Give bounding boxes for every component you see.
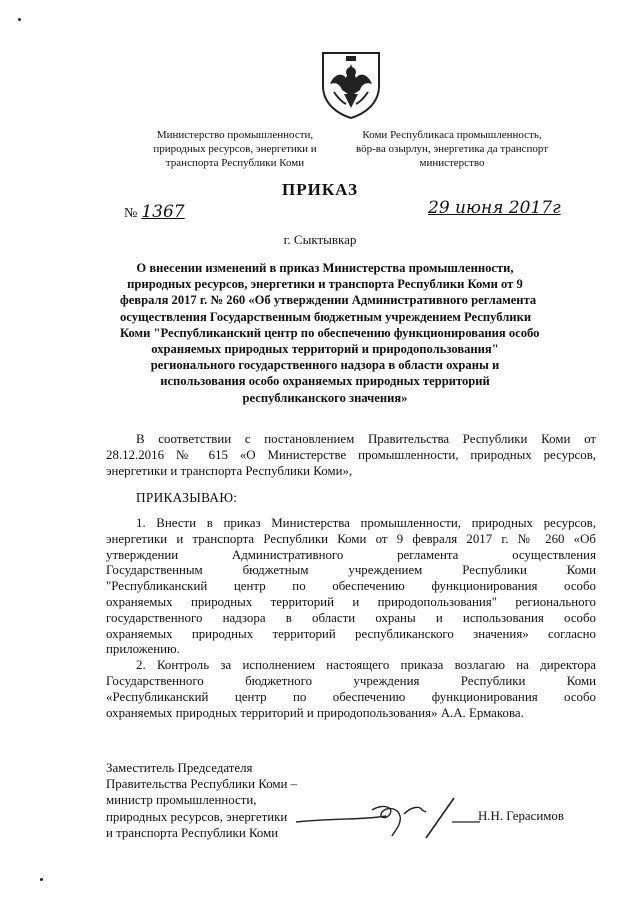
signatory-line: Заместитель Председателя [106, 761, 253, 775]
order-items [106, 516, 596, 721]
document-title: ПРИКАЗ [282, 180, 358, 199]
scan-speck [40, 878, 43, 881]
item-line: Государственного бюджетного учреждения Республики Коми [106, 673, 596, 688]
order-date: 29 июня 2017г [428, 198, 561, 218]
signatory-line: природных ресурсов, энергетики [106, 809, 288, 824]
scan-speck [18, 18, 21, 21]
header-right-line: вӧр-ва озырлун, энергетика да транспорт [355, 143, 549, 155]
signatory-name: Н.Н. Герасимов [478, 809, 564, 823]
preamble-line: энергетики и транспорта Республики Коми», [106, 463, 353, 478]
order-number-value: 1367 [141, 202, 185, 222]
header-right-line: Коми Республикаса промышленность, [362, 129, 542, 141]
item-line: «Республиканский центр по обеспечению функционирования особо [106, 689, 596, 704]
item-line: Государственным бюджетным учреждением Республики Коми [106, 563, 596, 578]
subject-line: О внесении изменений в приказ Министерства промышленности, [136, 261, 514, 275]
order-word: ПРИКАЗЫВАЮ: [136, 490, 238, 505]
header-left [130, 128, 340, 170]
preamble-line: 28.12.2016 № 615 «О Министерстве промышленности, природных ресурсов, [106, 447, 596, 462]
order-number-prefix: № [124, 206, 138, 221]
subject-line: осуществления Государственным бюджетным учреждением Республики [120, 309, 532, 324]
subject-line: использования особо охраняемых природных территорий [160, 374, 490, 389]
city: г. Сыктывкар [283, 232, 357, 247]
header-right-line: министерство [419, 157, 485, 169]
item-line: утверждении Административного регламента осуществления [106, 547, 596, 562]
item-line: "Республиканский центр по обеспечению функционирования особо [106, 579, 596, 594]
item-line: охраняемых природных территорий и природопользования" регионального [106, 594, 596, 609]
subject-line: регионального государственного надзора в области охраны и [150, 358, 500, 373]
header-left-line: Министерство промышленности, [156, 129, 314, 141]
subject-line: природных ресурсов, энергетики и транспорта Республики Коми от 9 [127, 277, 523, 292]
header-right [334, 128, 570, 170]
komi-coat-of-arms-icon [320, 50, 382, 120]
preamble [106, 432, 596, 479]
header-left-line: транспорта Республики Коми [165, 157, 305, 169]
subject-line: февраля 2017 г. № 260 «Об утверждении Административного регламента [120, 293, 537, 308]
signatory-title [106, 760, 297, 841]
subject-line: охраняемых природных территорий и природопользования" [151, 342, 499, 357]
signatory-line: Правительства Республики Коми – [106, 777, 298, 792]
order-number [124, 202, 185, 222]
item-line: государственного надзора в области охраны и использования особо [106, 610, 596, 625]
item-line: 1. Внести в приказ Министерства промышленности, природных ресурсов, [136, 516, 596, 530]
item-line: приложению. [106, 642, 180, 657]
item-line: охраняемых природных территорий и природопользования» А.А. Ермакова. [106, 705, 524, 720]
handwritten-signature [294, 796, 484, 840]
signatory-line: и транспорта Республики Коми [106, 825, 279, 840]
order-subject [120, 260, 540, 406]
item-line: энергетики и транспорта Республики Коми от 9 февраля 2017 г. № 260 «Об [106, 531, 596, 546]
subject-line: Коми "Республиканский центр по обеспечению функционирования особо [120, 325, 540, 340]
subject-line: республиканского значения» [242, 390, 408, 405]
signatory-line: министр промышленности, [106, 793, 257, 808]
item-line: охраняемых природных территорий республиканского значения» согласно [106, 626, 596, 641]
header-left-line: природных ресурсов, энергетики и [153, 143, 317, 155]
item-line: 2. Контроль за исполнением настоящего приказа возлагаю на директора [136, 658, 596, 673]
preamble-line: В соответствии с постановлением Правительства Республики Коми от [136, 432, 596, 446]
